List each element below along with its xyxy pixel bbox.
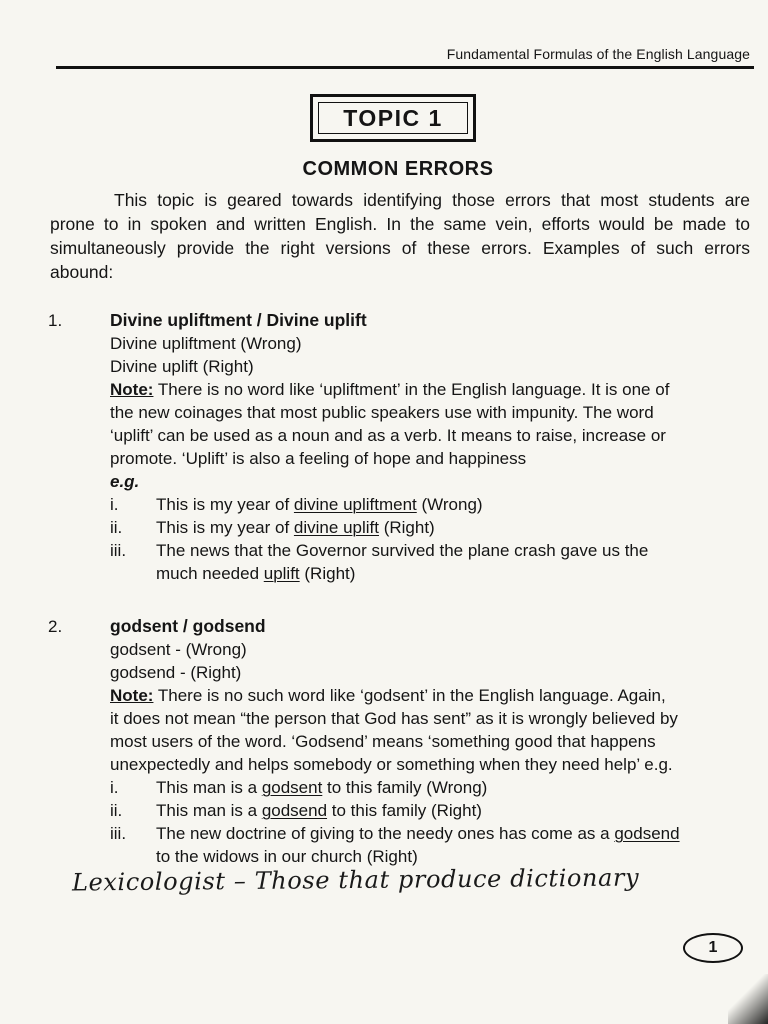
intro-line: This topic is geared towards identifying those errors that most students are	[114, 190, 750, 210]
example-underlined: godsent	[261, 778, 323, 797]
note-line: ‘uplift’ can be used as a noun and as a verb. It means to raise, increase or	[110, 426, 666, 445]
intro-paragraph	[50, 188, 750, 284]
note-label: Note:	[110, 380, 154, 399]
note-line: promote. ‘Uplift’ is also a feeling of hope and happiness	[110, 449, 527, 468]
page-number: 1	[683, 933, 743, 963]
example-underlined: uplift	[263, 564, 300, 583]
example-numeral: ii.	[110, 801, 123, 820]
note-line: it does not mean “the person that God has sent” as it is wrongly believed by	[110, 709, 678, 728]
example-underlined: divine upliftment	[293, 495, 417, 514]
example-numeral: ii.	[110, 518, 123, 537]
scan-corner-shadow	[728, 974, 768, 1024]
example-underlined: godsend	[261, 801, 328, 820]
example-item	[110, 822, 750, 845]
example-continuation	[110, 562, 750, 585]
example-underlined: godsend	[614, 824, 680, 843]
topic-box	[310, 94, 476, 142]
intro-line: prone to in spoken and written English. In the same vein, efforts would be made to	[50, 214, 750, 234]
example-item	[110, 539, 750, 562]
note-line: most users of the word. ‘Godsend’ means ‘something good that happens	[110, 732, 656, 751]
example-text: This man is a	[156, 801, 262, 820]
topic-label: TOPIC 1	[318, 102, 468, 134]
right-form: godsend - (Right)	[110, 663, 242, 682]
wrong-form: Divine upliftment (Wrong)	[110, 334, 302, 353]
running-head: Fundamental Formulas of the English Language	[446, 46, 750, 62]
example-underlined: divine uplift	[293, 518, 379, 537]
example-verdict: (Wrong)	[416, 495, 483, 514]
entry-heading: Divine upliftment / Divine uplift	[110, 310, 367, 330]
note-line: the new coinages that most public speakers use with impunity. The word	[110, 403, 654, 422]
example-text: to the widows in our church (Right)	[156, 847, 418, 866]
entry-heading: godsent / godsend	[110, 616, 266, 636]
example-item	[110, 516, 750, 539]
right-form: Divine uplift (Right)	[110, 357, 254, 376]
intro-line: simultaneously provide the right versions of these errors. Examples of such errors	[50, 238, 750, 258]
example-text: The news that the Governor survived the plane crash gave us the	[156, 541, 649, 560]
handwritten-note: Lexicologist – Those that produce dictionary	[71, 863, 640, 897]
intro-line: abound:	[50, 262, 114, 282]
entry-number: 1.	[48, 311, 63, 330]
note-text: There is no such word like ‘godsent’ in the English language. Again,	[153, 686, 666, 705]
note-line	[110, 684, 750, 707]
example-numeral: iii.	[110, 541, 127, 560]
example-numeral: iii.	[110, 824, 127, 843]
chapter-title: COMMON ERRORS	[302, 158, 494, 180]
example-verdict: (Right)	[378, 518, 435, 537]
eg-label: e.g.	[110, 472, 140, 491]
header-rule	[56, 66, 754, 69]
example-text: This is my year of	[156, 518, 294, 537]
note-line	[110, 378, 750, 401]
example-item	[110, 776, 750, 799]
wrong-form: godsent - (Wrong)	[110, 640, 247, 659]
example-verdict: to this family (Wrong)	[322, 778, 488, 797]
example-text: The new doctrine of giving to the needy ones has come as a	[156, 824, 615, 843]
example-item	[110, 799, 750, 822]
example-text: This man is a	[156, 778, 262, 797]
note-text: There is no word like ‘upliftment’ in the English language. It is one of	[153, 380, 670, 399]
example-verdict: (Right)	[299, 564, 356, 583]
example-text: much needed	[156, 564, 264, 583]
note-line: unexpectedly and helps somebody or something when they need help’ e.g.	[110, 755, 673, 774]
note-label: Note:	[110, 686, 154, 705]
example-numeral: i.	[110, 778, 119, 797]
example-verdict: to this family (Right)	[327, 801, 482, 820]
entry-number: 2.	[48, 617, 63, 636]
example-item	[110, 493, 750, 516]
example-numeral: i.	[110, 495, 119, 514]
example-text: This is my year of	[156, 495, 294, 514]
